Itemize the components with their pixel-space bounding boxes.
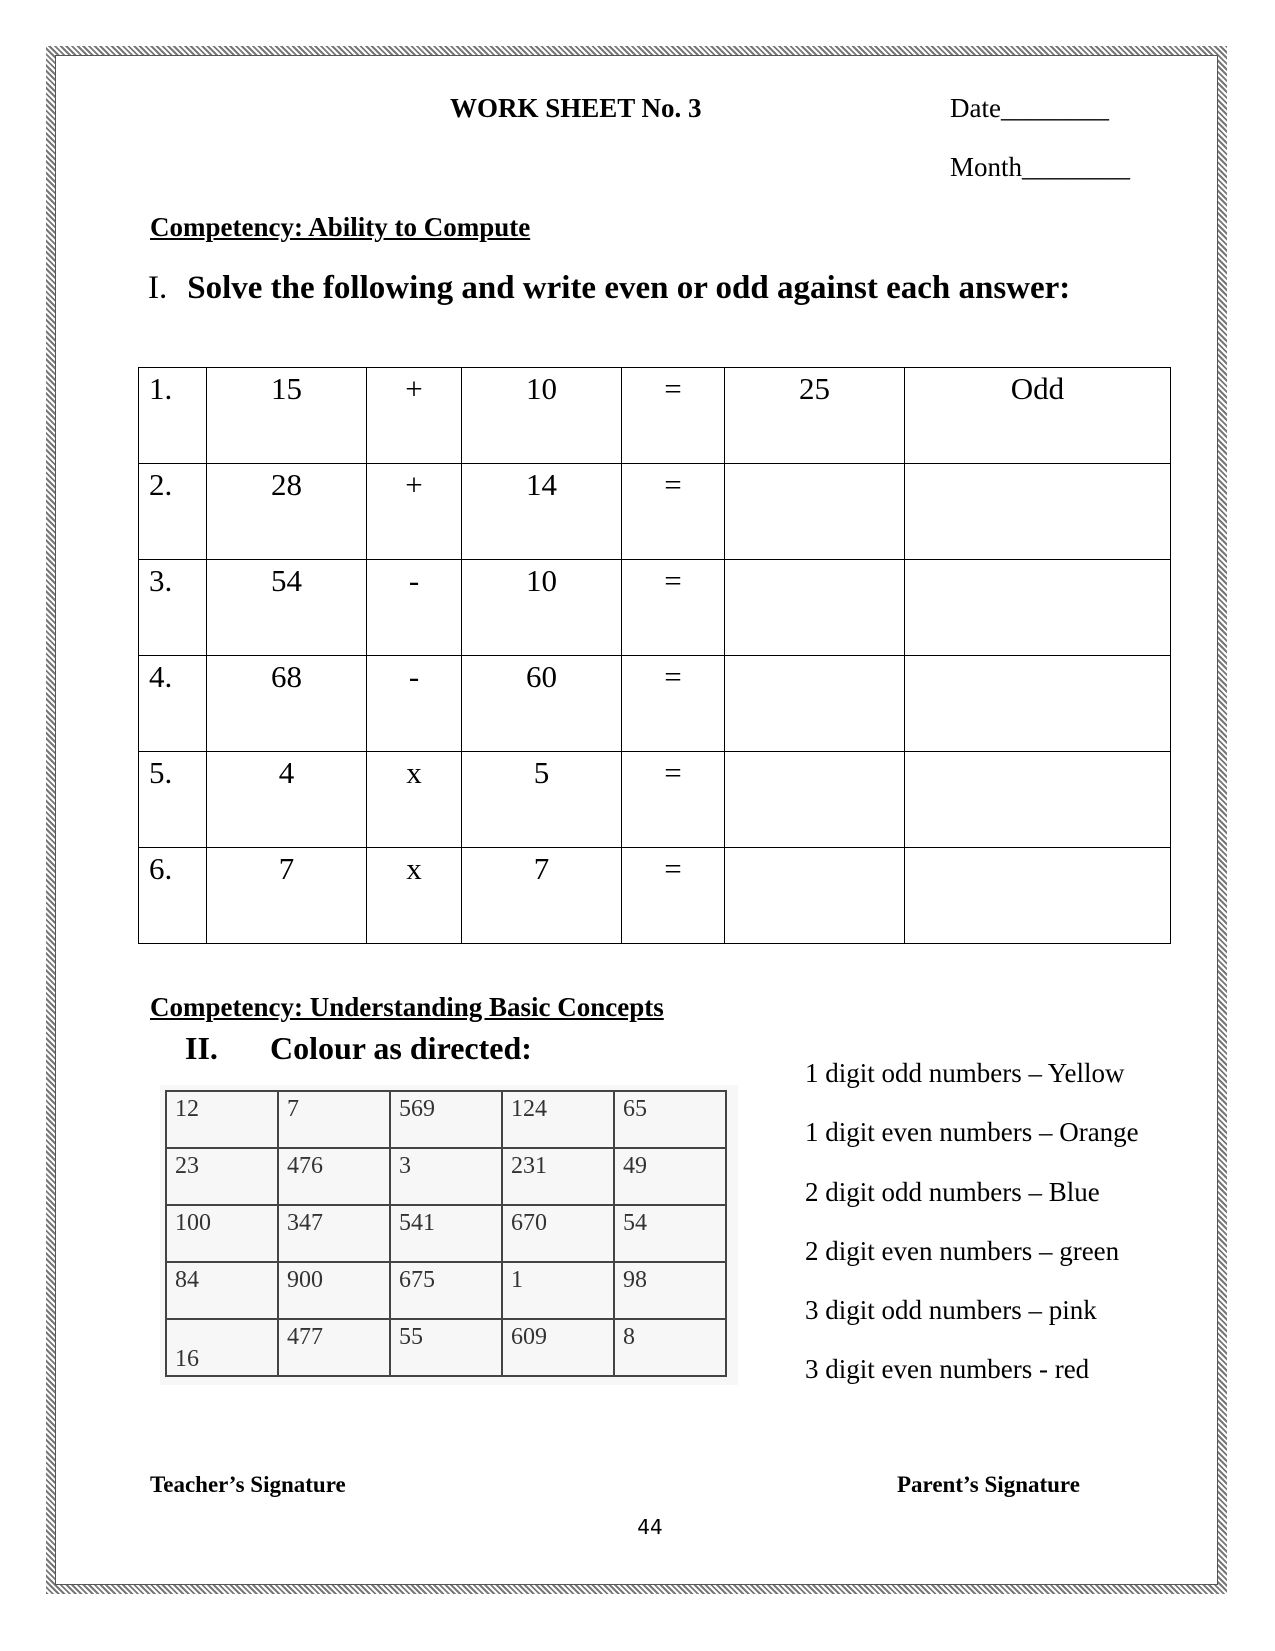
grid-cell[interactable]: 8 <box>614 1319 726 1376</box>
grid-cell[interactable]: 54 <box>614 1205 726 1262</box>
operand-b: 14 <box>462 464 622 560</box>
grid-cell[interactable]: 675 <box>390 1262 502 1319</box>
operator: + <box>367 368 462 464</box>
answer-cell[interactable] <box>725 656 905 752</box>
operand-a: 68 <box>207 656 367 752</box>
question-2-text: Colour as directed: <box>270 1030 532 1066</box>
answer-cell[interactable] <box>725 752 905 848</box>
competency-heading-concepts: Competency: Understanding Basic Concepts <box>150 992 664 1022</box>
operand-a: 7 <box>207 848 367 944</box>
table-row <box>139 368 1171 464</box>
grid-cell[interactable]: 347 <box>278 1205 390 1262</box>
number-grid <box>165 1090 727 1377</box>
equals-sign: = <box>622 752 725 848</box>
legend-item: 3 digit odd numbers – pink <box>805 1295 1097 1325</box>
table-row <box>139 560 1171 656</box>
date-field: Date________ <box>950 93 1109 123</box>
grid-cell[interactable]: 900 <box>278 1262 390 1319</box>
page-number: 44 <box>637 1515 663 1539</box>
grid-cell[interactable]: 12 <box>166 1091 278 1148</box>
grid-cell[interactable]: 569 <box>390 1091 502 1148</box>
table-row <box>139 848 1171 944</box>
equals-sign: = <box>622 368 725 464</box>
legend-item: 3 digit even numbers - red <box>805 1354 1090 1384</box>
grid-cell[interactable]: 84 <box>166 1262 278 1319</box>
grid-cell[interactable]: 16 <box>166 1319 278 1376</box>
equals-sign: = <box>622 464 725 560</box>
grid-cell[interactable]: 477 <box>278 1319 390 1376</box>
row-number: 5. <box>139 752 207 848</box>
grid-cell[interactable]: 609 <box>502 1319 614 1376</box>
legend-item: 2 digit even numbers – green <box>805 1236 1120 1266</box>
legend-item: 2 digit odd numbers – Blue <box>805 1177 1100 1207</box>
grid-row <box>166 1091 726 1148</box>
legend-item: 1 digit odd numbers – Yellow <box>805 1058 1125 1088</box>
grid-cell[interactable]: 23 <box>166 1148 278 1205</box>
operand-b: 5 <box>462 752 622 848</box>
equals-sign: = <box>622 560 725 656</box>
row-number: 6. <box>139 848 207 944</box>
worksheet-title: WORK SHEET No. 3 <box>450 93 702 123</box>
legend-item: 1 digit even numbers – Orange <box>805 1117 1139 1147</box>
table-row <box>139 656 1171 752</box>
question-1-text: Solve the following and write even or odd against each answer: <box>187 270 1071 306</box>
operator: - <box>367 560 462 656</box>
answer-cell[interactable] <box>725 848 905 944</box>
equals-sign: = <box>622 656 725 752</box>
operand-b: 10 <box>462 560 622 656</box>
operand-a: 4 <box>207 752 367 848</box>
grid-cell[interactable]: 231 <box>502 1148 614 1205</box>
grid-cell[interactable]: 100 <box>166 1205 278 1262</box>
grid-row <box>166 1319 726 1376</box>
parity-cell[interactable] <box>905 464 1171 560</box>
grid-row <box>166 1148 726 1205</box>
number-grid-scan <box>160 1085 738 1385</box>
question-2 <box>185 1030 532 1067</box>
table-row <box>139 464 1171 560</box>
row-number: 1. <box>139 368 207 464</box>
question-2-number: II. <box>185 1030 218 1066</box>
grid-cell[interactable]: 98 <box>614 1262 726 1319</box>
grid-cell[interactable]: 670 <box>502 1205 614 1262</box>
grid-cell[interactable]: 7 <box>278 1091 390 1148</box>
operand-a: 28 <box>207 464 367 560</box>
operand-a: 54 <box>207 560 367 656</box>
teacher-signature-label: Teacher’s Signature <box>150 1472 346 1497</box>
parity-cell[interactable] <box>905 848 1171 944</box>
row-number: 3. <box>139 560 207 656</box>
parent-signature-label: Parent’s Signature <box>897 1472 1080 1497</box>
answer-cell[interactable] <box>725 560 905 656</box>
operator: x <box>367 752 462 848</box>
grid-cell[interactable]: 49 <box>614 1148 726 1205</box>
computation-table <box>138 367 1171 944</box>
operand-b: 60 <box>462 656 622 752</box>
operand-a: 15 <box>207 368 367 464</box>
table-row <box>139 752 1171 848</box>
question-1-number: I. <box>148 270 168 306</box>
grid-cell[interactable]: 124 <box>502 1091 614 1148</box>
answer-cell[interactable]: 25 <box>725 368 905 464</box>
grid-cell[interactable]: 541 <box>390 1205 502 1262</box>
equals-sign: = <box>622 848 725 944</box>
grid-row <box>166 1262 726 1319</box>
grid-cell[interactable]: 1 <box>502 1262 614 1319</box>
month-field: Month________ <box>950 152 1131 182</box>
row-number: 4. <box>139 656 207 752</box>
operand-b: 10 <box>462 368 622 464</box>
competency-heading-compute: Competency: Ability to Compute <box>150 212 531 242</box>
operator: + <box>367 464 462 560</box>
grid-cell[interactable]: 3 <box>390 1148 502 1205</box>
question-1 <box>148 270 1070 307</box>
row-number: 2. <box>139 464 207 560</box>
grid-cell[interactable]: 65 <box>614 1091 726 1148</box>
parity-cell[interactable]: Odd <box>905 368 1171 464</box>
grid-cell[interactable]: 55 <box>390 1319 502 1376</box>
parity-cell[interactable] <box>905 752 1171 848</box>
operator: x <box>367 848 462 944</box>
parity-cell[interactable] <box>905 560 1171 656</box>
grid-row <box>166 1205 726 1262</box>
parity-cell[interactable] <box>905 656 1171 752</box>
answer-cell[interactable] <box>725 464 905 560</box>
grid-cell[interactable]: 476 <box>278 1148 390 1205</box>
operand-b: 7 <box>462 848 622 944</box>
operator: - <box>367 656 462 752</box>
